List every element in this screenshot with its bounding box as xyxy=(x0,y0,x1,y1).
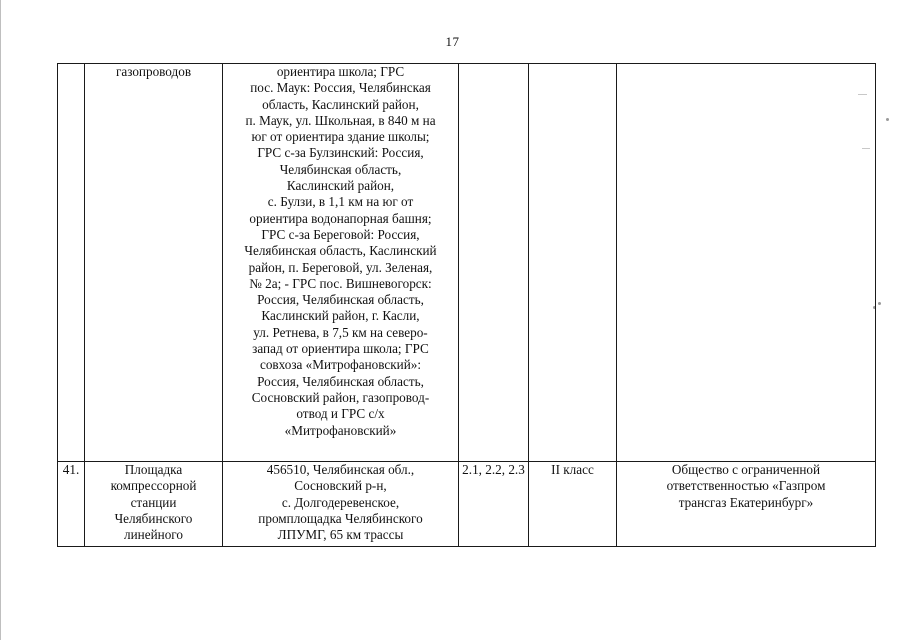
page-number: 17 xyxy=(445,34,460,49)
cell-number: 41. xyxy=(58,462,85,547)
cell-object-name: газопроводов xyxy=(85,64,223,462)
cell-address: 456510, Челябинская обл., Сосновский р-н, с. Долгодеревенское, промплощадка Челябинского ЛПУМГ, 65 км трассы xyxy=(223,462,459,547)
cell-number xyxy=(58,64,85,462)
cell-owner: Общество с ограниченной ответственностью «Газпром трансгаз Екатеринбург» xyxy=(617,462,876,547)
cell-hazard-features xyxy=(459,64,529,462)
scan-artifact xyxy=(878,302,881,305)
scan-artifact xyxy=(886,118,889,121)
cell-object-name: Площадка компрессорной станции Челябинского линейного xyxy=(85,462,223,547)
registry-table xyxy=(57,63,876,547)
cell-owner xyxy=(617,64,876,462)
table-row xyxy=(58,64,876,462)
table-row xyxy=(58,462,876,547)
scan-edge-mark xyxy=(0,0,1,640)
cell-hazard-features: 2.1, 2.2, 2.3 xyxy=(459,462,529,547)
cell-hazard-class: II класс xyxy=(529,462,617,547)
cell-hazard-class xyxy=(529,64,617,462)
cell-address: ориентира школа; ГРС пос. Маук: Россия, Челябинская область, Каслинский район, п. Маук, ул. Школьная, в 840 м на юг от ориентира здание школы; ГРС с-за Булзинский: Россия, Челябинская область, Каслинский район, с. Булзи, в 1,1 км на юг от ориентира водонапорная башня; ГРС с-за Береговой: Россия, Челябинская область, Каслинский район, п. Береговой, ул. Зеленая, № 2а; - ГРС пос. Вишневогорск: Россия, Челябинская область, Каслинский район, г. Касли, ул. Ретнева, в 7,5 км на северо- запад от ориентира школа; ГРС совхоза «Митрофановский»: Россия, Челябинская область, Сосновский район, газопровод- отвод и ГРС с/х «Митрофановский» xyxy=(223,64,459,462)
